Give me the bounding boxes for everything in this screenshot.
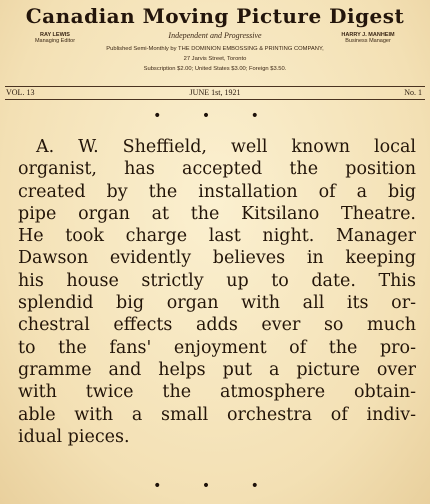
separator-dots-top: • • • [153,108,277,124]
masthead-title: Canadian Moving Picture Digest [25,4,405,28]
article-line: A. W. Sheffield, well known local [36,137,416,157]
article-line: pipe organ at the Kitsilano Theatre. [18,203,416,224]
business-manager-name: HARRY J. MANHEIM [341,32,395,38]
publisher-line: Published Semi-Monthly by THE DOMINION EMBOSSING & PRINTING COMPANY, [106,46,324,52]
article-line: organist, has accepted the position [18,159,416,180]
article-line: to the fans' enjoyment of the pro- [18,337,416,358]
masthead-tagline: Independent and Progressive [168,31,262,40]
business-manager-credit [328,32,408,44]
address-line: 27 Jarvis Street, Toronto [183,56,247,62]
separator-dots-bottom: • • • [153,478,277,494]
article-body [18,136,416,448]
article-line: He took charge last night. Manager [18,226,416,247]
issue-date: JUNE 1st, 1921 [189,88,241,97]
issue-bar-top-rule [5,86,425,87]
article-line: Dawson evidently believes in keeping [18,248,416,269]
managing-editor-name: RAY LEWIS [40,32,70,38]
managing-editor-role: Managing Editor [34,38,76,44]
article-line: splendid big organ with all its or- [18,293,416,314]
article-line: his house strictly up to date. This [18,270,416,291]
article-line: with twice the atmosphere obtain- [18,382,416,403]
article-line: idual pieces. [18,426,130,447]
subscription-line: Subscription $2.00; United States $3.00; Foreign $3.50. [143,66,287,72]
issue-volume: VOL. 13 [6,88,35,97]
article-line: able with a small orchestra of indiv- [18,404,416,425]
business-manager-role: Business Manager [345,38,391,44]
issue-number: No. 1 [404,88,422,97]
article-line: created by the installation of a big [18,181,416,202]
issue-bar-bottom-rule [5,99,425,100]
publisher-info [0,44,430,74]
article-line: chestral effects adds ever so much [18,315,416,336]
issue-bar [0,88,430,98]
article-line: gramme and helps put a picture over [18,359,416,380]
